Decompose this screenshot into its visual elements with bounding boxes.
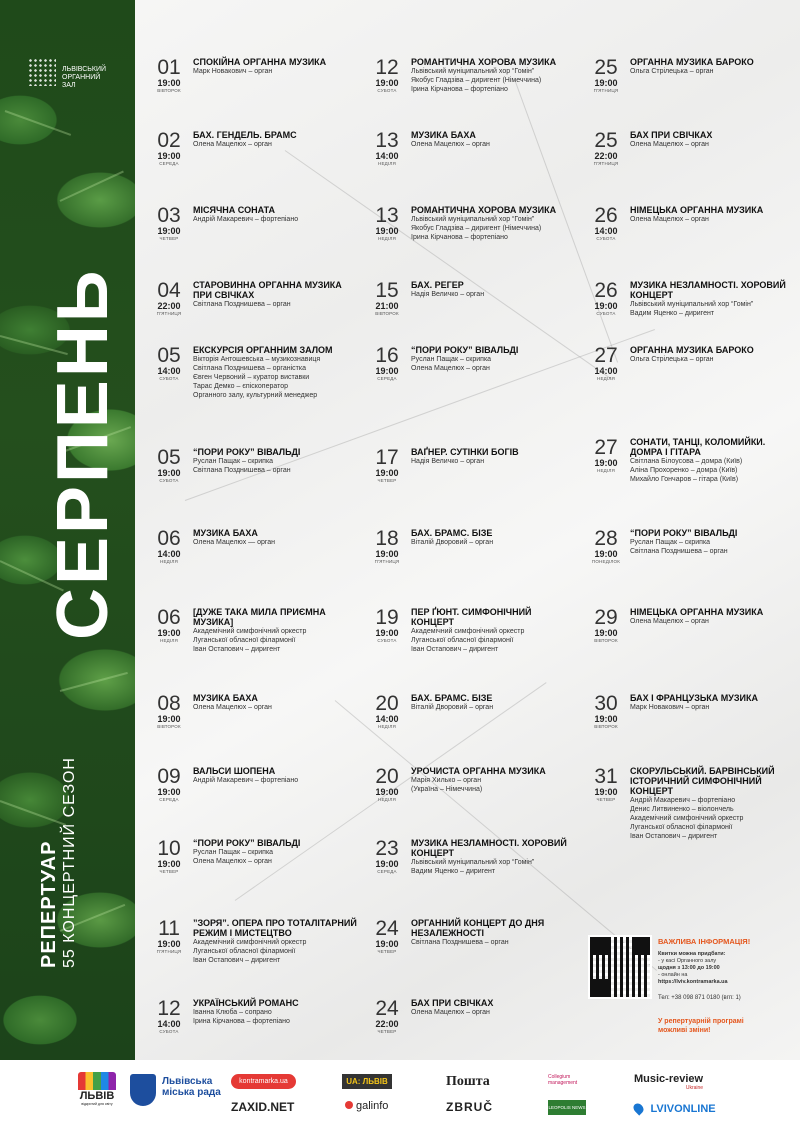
event-performer: Андрій Макаревич – фортепіано bbox=[193, 777, 299, 784]
event-title: СТАРОВИННА ОРГАННА МУЗИКА ПРИ СВІЧКАХ bbox=[193, 280, 342, 300]
event-day: 11 bbox=[158, 917, 180, 940]
repertoire-heading: РЕПЕРТУАР bbox=[38, 840, 60, 968]
changes-note: У репертуарній програмі можливі зміни! bbox=[658, 1018, 744, 1034]
event-time: 22:00 bbox=[375, 1019, 399, 1029]
event-performer: Віталій Дворовий – орган bbox=[411, 704, 494, 711]
event-day: 19 bbox=[375, 606, 399, 629]
event-weekday: ВІВТОРОК bbox=[157, 724, 181, 729]
event-title: [ДУЖЕ ТАКА МИЛА ПРИЄМНА МУЗИКА] bbox=[193, 607, 326, 627]
event-time: 14:00 bbox=[594, 366, 618, 376]
leaf-background bbox=[0, 0, 135, 1060]
event-time: 19:00 bbox=[594, 628, 618, 638]
event-title: ОРГАННА МУЗИКА БАРОКО bbox=[630, 345, 754, 355]
event-weekday: ЧЕТВЕР bbox=[159, 869, 179, 874]
event-body bbox=[193, 447, 358, 475]
event-performer: Якобус Гладзіва – диригент (Німеччина) bbox=[411, 225, 542, 232]
event-body bbox=[193, 130, 358, 149]
event-title: МУЗИКА БАХА bbox=[193, 693, 258, 703]
event-time: 19:00 bbox=[375, 549, 399, 559]
event-performer: Михайло Гончаров – гітара (Київ) bbox=[630, 476, 739, 483]
galinfo-logo[interactable] bbox=[345, 1100, 388, 1112]
lvivonline-logo[interactable] bbox=[634, 1100, 716, 1118]
event-performer: Олена Мацелюх – орган bbox=[630, 216, 709, 223]
event-day: 20 bbox=[375, 692, 399, 715]
event-performer: Академічний симфонічний оркестр bbox=[630, 815, 744, 822]
event-body bbox=[630, 607, 795, 626]
event-performer: Олена Мацелюх – орган bbox=[411, 1009, 490, 1016]
event-body bbox=[630, 766, 795, 841]
event-title: ЕКСКУРСІЯ ОРГАННИМ ЗАЛОМ bbox=[193, 345, 333, 355]
repertoire-label bbox=[38, 757, 80, 968]
music-review-logo[interactable] bbox=[634, 1073, 703, 1091]
event-performer: Олена Мацелюх – орган bbox=[411, 141, 490, 148]
event-weekday: СУБОТА bbox=[377, 88, 397, 93]
zaxid-logo[interactable]: ZAXID.NET bbox=[231, 1100, 295, 1114]
event-time: 19:00 bbox=[157, 151, 181, 161]
event-performer: Іван Остапович – диригент bbox=[411, 646, 499, 653]
event-day: 20 bbox=[375, 765, 399, 788]
event-body bbox=[630, 693, 795, 712]
event-body bbox=[630, 528, 795, 556]
event-performer: Ольга Стрілецька – орган bbox=[630, 68, 714, 75]
event-title: ВАҐНЕР. СУТІНКИ БОГІВ bbox=[411, 447, 519, 457]
lviv-logo-sub: відкритий для світу bbox=[81, 1102, 113, 1106]
event-day: 25 bbox=[594, 129, 618, 152]
event-body bbox=[630, 57, 795, 76]
rada-logo-text: Львівська міська рада bbox=[162, 1076, 221, 1098]
event-day: 06 bbox=[157, 527, 181, 550]
event-weekday: НЕДІЛЯ bbox=[160, 638, 178, 643]
event-performer: Вадим Яценко – диригент bbox=[411, 868, 496, 875]
event-weekday: ЧЕТВЕР bbox=[159, 236, 179, 241]
event-title: БАХ. ГЕНДЕЛЬ. БРАМС bbox=[193, 130, 297, 140]
event-body bbox=[193, 918, 358, 965]
event-day: 02 bbox=[157, 129, 181, 152]
event-time: 14:00 bbox=[375, 151, 399, 161]
event-performer: Львівський муніципальний хор “Гомін” bbox=[411, 859, 535, 866]
event-title: МУЗИКА НЕЗЛАМНОСТІ. ХОРОВИЙ КОНЦЕРТ bbox=[411, 838, 567, 858]
map-pin-icon bbox=[631, 1102, 645, 1116]
event-title: БАХ ПРИ СВІЧКАХ bbox=[630, 130, 713, 140]
event-day: 12 bbox=[157, 997, 181, 1020]
event-day: 27 bbox=[594, 344, 618, 367]
event-weekday: ВІВТОРОК bbox=[157, 88, 181, 93]
event-title: ПЕР ҐЮНТ. СИМФОНІЧНИЙ КОНЦЕРТ bbox=[411, 607, 532, 627]
lviv-logo-text: ЛЬВІВ bbox=[79, 1090, 115, 1102]
event-body bbox=[630, 437, 795, 484]
event-performer: Світлана Позднишева – органістка bbox=[193, 365, 306, 372]
event-day: 15 bbox=[375, 279, 399, 302]
event-weekday: НЕДІЛЯ bbox=[378, 724, 396, 729]
event-performer: Денис Литвиненко – віолончель bbox=[630, 806, 734, 813]
event-title: “ПОРИ РОКУ” ВІВАЛЬДІ bbox=[193, 838, 301, 848]
event-performer: Олена Мацелюх – орган bbox=[193, 141, 272, 148]
event-weekday: ЧЕТВЕР bbox=[377, 1029, 397, 1034]
event-weekday: СЕРЕДА bbox=[159, 797, 179, 802]
music-review-text: Music-review bbox=[634, 1073, 704, 1085]
event-weekday: НЕДІЛЯ bbox=[597, 468, 615, 473]
event-weekday: ПОНЕДІЛОК bbox=[591, 559, 621, 564]
event-performer: Олена Мацелюх – орган bbox=[411, 365, 490, 372]
event-day: 09 bbox=[157, 765, 181, 788]
event-weekday: ВІВТОРОК bbox=[375, 311, 399, 316]
event-title: “ПОРИ РОКУ” ВІВАЛЬДІ bbox=[411, 345, 519, 355]
event-time: 19:00 bbox=[157, 859, 181, 869]
event-time: 19:00 bbox=[594, 787, 618, 797]
event-time: 22:00 bbox=[594, 151, 618, 161]
info-heading: ВАЖЛИВА ІНФОРМАЦІЯ! bbox=[658, 937, 751, 946]
event-body bbox=[411, 345, 576, 373]
event-title: ВАЛЬСИ ШОПЕНА bbox=[193, 766, 276, 776]
event-time: 19:00 bbox=[375, 366, 399, 376]
event-performer: Іванна Клюба – сопрано bbox=[193, 1009, 272, 1016]
event-title: УКРАЇНСЬКИЙ РОМАНС bbox=[193, 998, 299, 1008]
event-time: 19:00 bbox=[157, 468, 181, 478]
event-performer: Надія Величко – орган bbox=[411, 458, 485, 465]
event-title: МУЗИКА БАХА bbox=[411, 130, 476, 140]
event-day: 05 bbox=[157, 446, 181, 469]
event-body bbox=[411, 998, 576, 1017]
event-body bbox=[630, 345, 795, 364]
event-performer: Олена Мацелюх – орган bbox=[193, 858, 272, 865]
event-title: ”ЗОРЯ”. ОПЕРА ПРО ТОТАЛІТАРНИЙ РЕЖИМ І МИСТЕЦТВО bbox=[193, 918, 357, 938]
event-time: 19:00 bbox=[594, 78, 618, 88]
event-title: РОМАНТИЧНА ХОРОВА МУЗИКА bbox=[411, 205, 557, 215]
qr-code-icon[interactable] bbox=[588, 935, 652, 999]
event-performer: Органного залу, культурний менеджер bbox=[193, 392, 318, 399]
event-time: 22:00 bbox=[157, 301, 181, 311]
event-performer: Олена Мацелюх – орган bbox=[193, 704, 272, 711]
event-time: 19:00 bbox=[375, 468, 399, 478]
event-performer: Академічний симфонічний оркестр bbox=[193, 628, 307, 635]
event-performer: Світлана Позднишева – орган bbox=[411, 939, 509, 946]
leopolis-news-logo[interactable]: LEOPOLIS NEWS bbox=[548, 1100, 586, 1115]
event-weekday: ВІВТОРОК bbox=[594, 724, 618, 729]
event-weekday: ЧЕТВЕР bbox=[377, 478, 397, 483]
event-title: БАХ. БРАМС. БІЗЕ bbox=[411, 528, 493, 538]
event-performer: Тарас Демко – єпіскоператор bbox=[193, 383, 289, 390]
hall-name: ЛЬВІВСЬКИЙ ОРГАННИЙ ЗАЛ bbox=[62, 66, 107, 89]
event-weekday: П'ЯТНИЦЯ bbox=[156, 311, 182, 316]
event-day: 18 bbox=[375, 527, 399, 550]
ticket-line-2: щодня з 13:00 до 19:00 bbox=[658, 965, 720, 971]
event-performer: Луганської обласної філармонії bbox=[411, 637, 514, 644]
event-performer: Світлана Позднишева – орган bbox=[630, 548, 728, 555]
event-performer: Марк Новакович – орган bbox=[630, 704, 710, 711]
event-day: 13 bbox=[375, 129, 399, 152]
event-day: 03 bbox=[157, 204, 181, 227]
event-day: 25 bbox=[594, 56, 618, 79]
event-body bbox=[411, 766, 576, 794]
event-day: 05 bbox=[157, 344, 181, 367]
event-weekday: СЕРЕДА bbox=[159, 161, 179, 166]
event-performer: Вадим Яценко – диригент bbox=[630, 310, 715, 317]
event-weekday: П'ЯТНИЦЯ bbox=[374, 559, 400, 564]
event-day: 13 bbox=[375, 204, 399, 227]
music-review-sub: Ukraine bbox=[685, 1085, 704, 1091]
event-weekday: СЕРЕДА bbox=[377, 869, 397, 874]
event-performer: Євген Червоний – куратор виставки bbox=[193, 374, 310, 381]
event-day: 16 bbox=[375, 344, 399, 367]
event-day: 31 bbox=[594, 765, 618, 788]
event-title: ОРГАННА МУЗИКА БАРОКО bbox=[630, 57, 754, 67]
event-performer: Світлана Позднишева – орган bbox=[193, 301, 291, 308]
event-day: 06 bbox=[157, 606, 181, 629]
event-title: МУЗИКА НЕЗЛАМНОСТІ. ХОРОВИЙ КОНЦЕРТ bbox=[630, 280, 786, 300]
event-day: 24 bbox=[375, 917, 399, 940]
ticket-info bbox=[658, 951, 768, 986]
event-performer: Академічний симфонічний оркестр bbox=[411, 628, 525, 635]
event-performer: Ірина Кірчанова – фортепіано bbox=[193, 1018, 290, 1025]
event-time: 19:00 bbox=[157, 226, 181, 236]
event-day: 17 bbox=[375, 446, 399, 469]
event-body bbox=[193, 766, 358, 785]
season-label: 55 КОНЦЕРТНИЙ СЕЗОН bbox=[61, 757, 78, 968]
event-performer: Марк Новакович – орган bbox=[193, 68, 273, 75]
tickets-label: Квитки можна придбати: bbox=[658, 951, 726, 957]
event-weekday: НЕДІЛЯ bbox=[160, 559, 178, 564]
event-time: 19:00 bbox=[157, 628, 181, 638]
event-title: УРОЧИСТА ОРГАННА МУЗИКА bbox=[411, 766, 546, 776]
event-performer: Аліна Прохоренко – домра (Київ) bbox=[630, 467, 738, 474]
event-body bbox=[630, 205, 795, 224]
event-title: СПОКІЙНА ОРГАННА МУЗИКА bbox=[193, 57, 327, 67]
event-weekday: П'ЯТНИЦЯ bbox=[593, 88, 619, 93]
event-body bbox=[193, 838, 358, 866]
event-day: 08 bbox=[157, 692, 181, 715]
event-performer: Іван Остапович – диригент bbox=[630, 833, 718, 840]
event-time: 14:00 bbox=[594, 226, 618, 236]
event-title: РОМАНТИЧНА ХОРОВА МУЗИКА bbox=[411, 57, 557, 67]
event-weekday: СУБОТА bbox=[159, 376, 179, 381]
event-performer: Ірина Кірчанова – фортепіано bbox=[411, 234, 508, 241]
event-performer: Олена Мацелюх – орган bbox=[630, 618, 709, 625]
ualviv-logo[interactable]: UA: ЛЬВІВ bbox=[342, 1074, 392, 1089]
event-performer: Андрій Макаревич – фортепіано bbox=[193, 216, 299, 223]
event-day: 01 bbox=[157, 56, 181, 79]
event-title: СКОРУЛЬСЬКИЙ. БАРВІНСЬКИЙ ІСТОРИЧНИЙ СИМФОНІЧНИЙ КОНЦЕРТ bbox=[630, 766, 775, 796]
event-title: НІМЕЦЬКА ОРГАННА МУЗИКА bbox=[630, 205, 764, 215]
ticket-line-1: - у касі Органного залу bbox=[658, 958, 717, 964]
galinfo-icon bbox=[345, 1101, 353, 1109]
event-title: НІМЕЦЬКА ОРГАННА МУЗИКА bbox=[630, 607, 764, 617]
sponsors-footer bbox=[0, 1060, 800, 1127]
lion-crest-icon bbox=[130, 1074, 156, 1106]
collegium-logo[interactable]: Collegium management bbox=[548, 1074, 578, 1086]
poshta-logo[interactable]: Пошта bbox=[446, 1074, 490, 1089]
event-time: 19:00 bbox=[157, 787, 181, 797]
event-performer: Ірина Кірчанова – фортепіано bbox=[411, 86, 508, 93]
event-body bbox=[630, 130, 795, 149]
event-day: 10 bbox=[157, 837, 181, 860]
event-day: 26 bbox=[594, 204, 618, 227]
event-time: 19:00 bbox=[594, 301, 618, 311]
event-body bbox=[193, 528, 358, 547]
event-body bbox=[193, 205, 358, 224]
event-time: 19:00 bbox=[157, 714, 181, 724]
event-performer: Віталій Дворовий – орган bbox=[411, 539, 494, 546]
event-time: 14:00 bbox=[157, 366, 181, 376]
event-title: БАХ І ФРАНЦУЗЬКА МУЗИКА bbox=[630, 693, 758, 703]
zbruc-logo[interactable]: ZBRUČ bbox=[446, 1100, 493, 1114]
event-performer: Руслан Пащак – скрипка bbox=[411, 356, 492, 363]
event-day: 04 bbox=[157, 279, 181, 302]
event-day: 29 bbox=[594, 606, 618, 629]
event-body bbox=[411, 280, 576, 299]
event-weekday: СУБОТА bbox=[596, 236, 616, 241]
event-title: “ПОРИ РОКУ” ВІВАЛЬДІ bbox=[193, 447, 301, 457]
event-time: 19:00 bbox=[375, 939, 399, 949]
event-performer: Руслан Пащак – скрипка bbox=[193, 849, 274, 856]
event-title: БАХ. РЕГЕР bbox=[411, 280, 464, 290]
event-body bbox=[411, 205, 576, 242]
event-weekday: НЕДІЛЯ bbox=[378, 236, 396, 241]
kontramarka-logo[interactable]: kontramarka.ua bbox=[231, 1074, 296, 1089]
event-weekday: НЕДІЛЯ bbox=[597, 376, 615, 381]
event-weekday: П'ЯТНИЦЯ bbox=[593, 161, 619, 166]
event-body bbox=[411, 838, 576, 876]
event-body bbox=[630, 280, 795, 318]
event-body bbox=[411, 607, 576, 654]
event-time: 19:00 bbox=[594, 714, 618, 724]
event-weekday: ЧЕТВЕР bbox=[596, 797, 616, 802]
event-performer: Львівський муніципальний хор “Гомін” bbox=[411, 68, 535, 75]
event-title: БАХ. БРАМС. БІЗЕ bbox=[411, 693, 493, 703]
event-performer: Олена Мацелюх – орган bbox=[630, 141, 709, 148]
event-weekday: ВІВТОРОК bbox=[594, 638, 618, 643]
event-performer: Луганської обласної філармонії bbox=[193, 637, 296, 644]
event-weekday: СУБОТА bbox=[159, 1029, 179, 1034]
event-title: “ПОРИ РОКУ” ВІВАЛЬДІ bbox=[630, 528, 738, 538]
event-body bbox=[193, 345, 358, 400]
event-weekday: СЕРЕДА bbox=[377, 376, 397, 381]
event-time: 19:00 bbox=[375, 628, 399, 638]
event-body bbox=[193, 280, 358, 309]
month-title: СЕРПЕНЬ bbox=[43, 267, 123, 640]
phone-number: Тел: +38 098 871 0180 (вгп: 1) bbox=[658, 995, 741, 1001]
event-performer: Руслан Пащак – скрипка bbox=[193, 458, 274, 465]
event-weekday: НЕДІЛЯ bbox=[378, 161, 396, 166]
event-day: 27 bbox=[594, 436, 618, 459]
event-weekday: СУБОТА bbox=[159, 478, 179, 483]
event-time: 19:00 bbox=[157, 78, 181, 88]
event-time: 19:00 bbox=[375, 859, 399, 869]
event-body bbox=[411, 447, 576, 466]
event-performer: Ольга Стрілецька – орган bbox=[630, 356, 714, 363]
event-day: 26 bbox=[594, 279, 618, 302]
event-performer: Якобус Гладзіва – диригент (Німеччина) bbox=[411, 77, 542, 84]
event-day: 12 bbox=[375, 56, 399, 79]
event-performer: Іван Остапович – диригент bbox=[193, 957, 281, 964]
event-body bbox=[193, 57, 358, 76]
event-weekday: НЕДІЛЯ bbox=[378, 797, 396, 802]
event-title: МУЗИКА БАХА bbox=[193, 528, 258, 538]
event-body bbox=[411, 693, 576, 712]
event-performer: Луганської обласної філармонії bbox=[630, 824, 733, 831]
event-day: 30 bbox=[594, 692, 618, 715]
event-time: 19:00 bbox=[594, 549, 618, 559]
event-body bbox=[411, 528, 576, 547]
event-time: 14:00 bbox=[157, 549, 181, 559]
event-weekday: СУБОТА bbox=[596, 311, 616, 316]
event-time: 14:00 bbox=[157, 1019, 181, 1029]
event-time: 14:00 bbox=[375, 714, 399, 724]
event-time: 19:00 bbox=[375, 787, 399, 797]
event-performer: Львівський муніципальний хор “Гомін” bbox=[411, 216, 535, 223]
event-performer: Львівський муніципальний хор “Гомін” bbox=[630, 301, 754, 308]
event-time: 19:00 bbox=[594, 458, 618, 468]
event-performer: Академічний симфонічний оркестр bbox=[193, 939, 307, 946]
ticket-site-link[interactable]: https://lviv.kontramarka.ua bbox=[658, 979, 728, 985]
event-performer: Вікторія Антошевська – музикознавиця bbox=[193, 356, 321, 363]
event-performer: (Україна – Німеччина) bbox=[411, 786, 483, 793]
event-time: 19:00 bbox=[375, 226, 399, 236]
event-performer: Марія Хилько – орган bbox=[411, 777, 482, 784]
event-body bbox=[193, 607, 358, 654]
lviv-logo[interactable] bbox=[78, 1072, 116, 1106]
event-performer: Світлана Позднишева – орган bbox=[193, 467, 291, 474]
event-title: ОРГАННИЙ КОНЦЕРТ ДО ДНЯ НЕЗАЛЕЖНОСТІ bbox=[411, 918, 545, 938]
event-performer: Іван Остапович – диригент bbox=[193, 646, 281, 653]
event-performer: Надія Величко – орган bbox=[411, 291, 485, 298]
event-performer: Андрій Макаревич – фортепіано bbox=[630, 797, 736, 804]
event-body bbox=[411, 130, 576, 149]
event-time: 19:00 bbox=[375, 78, 399, 88]
event-performer: Світлана Білоусова – домра (Київ) bbox=[630, 458, 743, 465]
event-title: МІСЯЧНА СОНАТА bbox=[193, 205, 276, 215]
event-title: СОНАТИ, ТАНЦІ, КОЛОМИЙКИ. ДОМРА І ГІТАРА bbox=[630, 437, 766, 457]
event-body bbox=[193, 998, 358, 1026]
lviv-logo-icon bbox=[78, 1072, 116, 1090]
event-title: БАХ ПРИ СВІЧКАХ bbox=[411, 998, 494, 1008]
event-body bbox=[193, 693, 358, 712]
event-performer: Олена Мацелюх — орган bbox=[193, 539, 276, 546]
event-performer: Руслан Пащак – скрипка bbox=[630, 539, 711, 546]
event-body bbox=[411, 918, 576, 947]
event-day: 24 bbox=[375, 997, 399, 1020]
event-time: 21:00 bbox=[375, 301, 399, 311]
event-weekday: П'ЯТНИЦЯ bbox=[156, 949, 182, 954]
event-performer: Луганської обласної філармонії bbox=[193, 948, 296, 955]
event-day: 28 bbox=[594, 527, 618, 550]
event-weekday: СУБОТА bbox=[377, 638, 397, 643]
galinfo-text: galinfo bbox=[356, 1100, 389, 1112]
event-time: 19:00 bbox=[157, 939, 181, 949]
event-day: 23 bbox=[375, 837, 399, 860]
event-weekday: ЧЕТВЕР bbox=[377, 949, 397, 954]
ticket-line-3: - онлайн на bbox=[658, 972, 688, 978]
event-body bbox=[411, 57, 576, 94]
lvivonline-text: LVIVONLINE bbox=[650, 1102, 716, 1115]
